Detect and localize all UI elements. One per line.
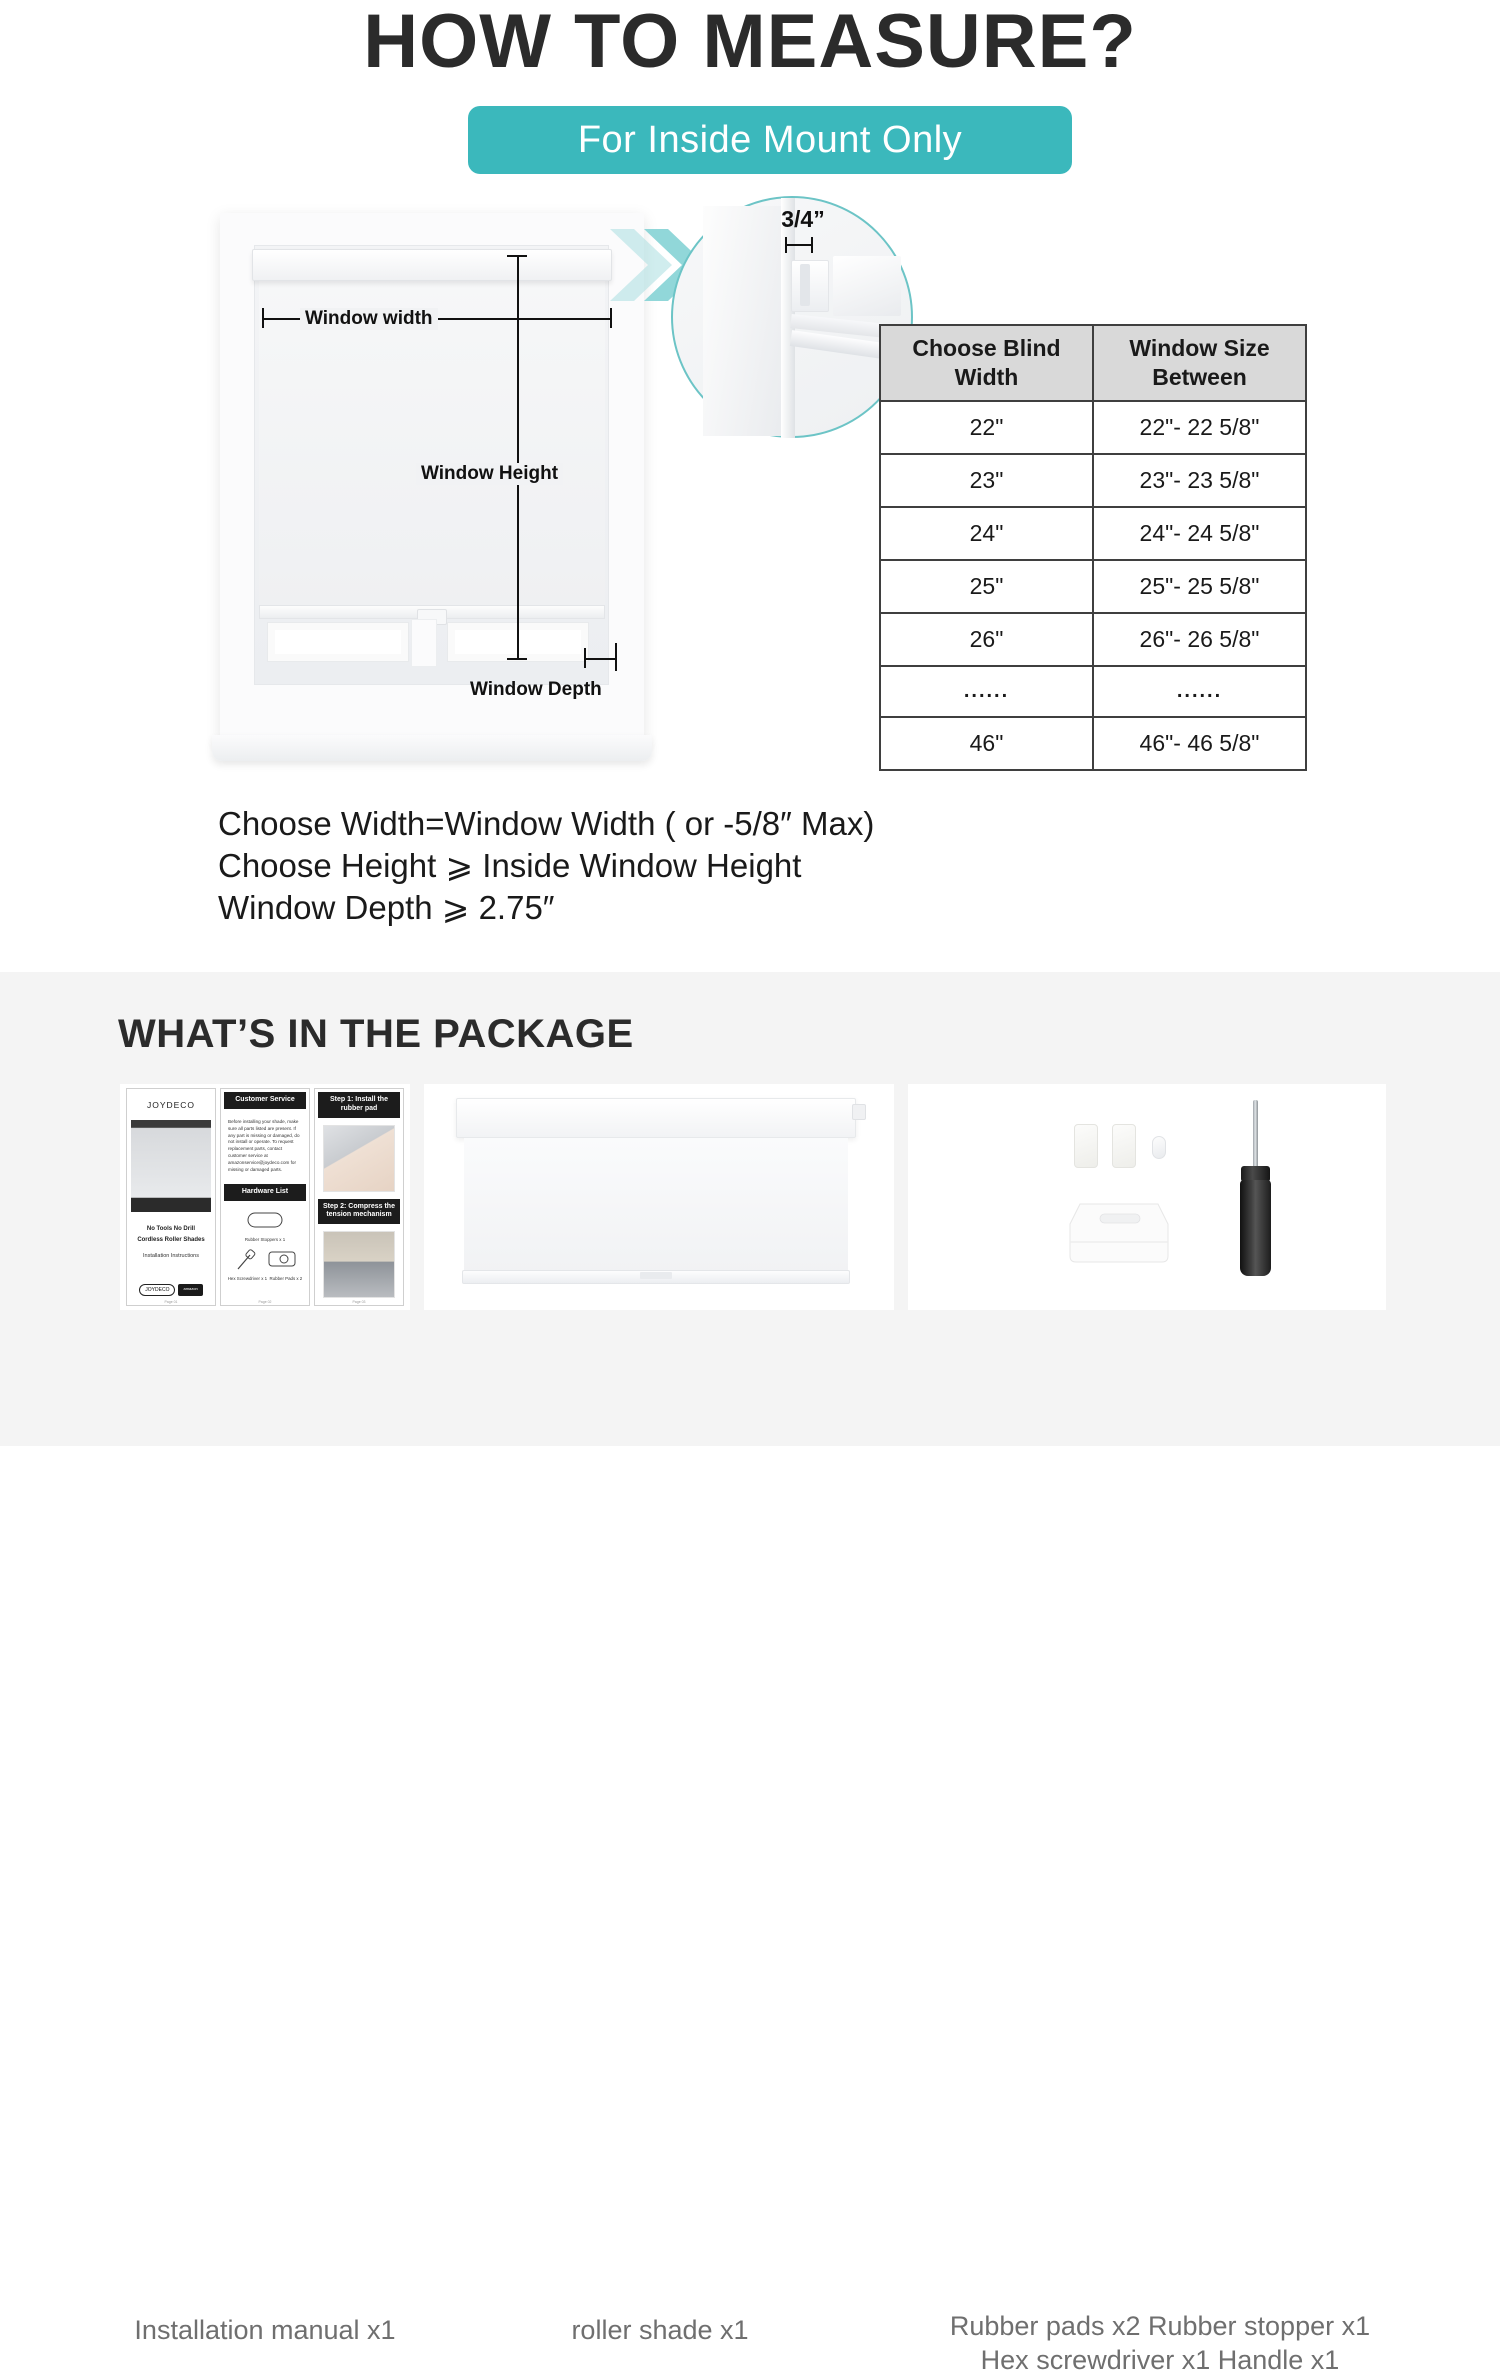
table-row bbox=[880, 613, 1306, 666]
manual-hardware-icons bbox=[227, 1248, 303, 1274]
cell-blind-width: 25" bbox=[880, 560, 1093, 613]
cell-blind-width: 26" bbox=[880, 613, 1093, 666]
rubber-pads-icon bbox=[267, 1248, 297, 1270]
roller-shade-product bbox=[456, 1098, 860, 1294]
table-row-ellipsis bbox=[880, 666, 1306, 717]
inside-mount-badge-label: For Inside Mount Only bbox=[577, 118, 963, 161]
rubber-pad-2 bbox=[1112, 1124, 1136, 1168]
table-row bbox=[880, 507, 1306, 560]
manual-cover-photo bbox=[131, 1120, 211, 1212]
package-item-shade-card bbox=[424, 1084, 894, 1310]
package-section-title: WHAT’S IN THE PACKAGE bbox=[118, 1012, 634, 1056]
package-item-manual-card bbox=[120, 1084, 410, 1310]
note-depth: Window Depth ⩾ 2.75″ bbox=[218, 889, 555, 927]
height-dimension-cap-bottom bbox=[507, 658, 527, 660]
window-sash-middle bbox=[411, 619, 437, 667]
table-row bbox=[880, 454, 1306, 507]
roller-shade-bracket bbox=[852, 1104, 866, 1120]
package-caption-manual: Installation manual x1 bbox=[134, 2315, 396, 2345]
bracket-depth-label: 3/4” bbox=[781, 206, 825, 232]
manual-page-number: Page 03 bbox=[352, 1300, 366, 1304]
package-caption-accessories bbox=[880, 2310, 1440, 2378]
cell-blind-width: 24" bbox=[880, 507, 1093, 560]
manual-page-number: Page 02 bbox=[258, 1300, 272, 1304]
package-item-accessories-card bbox=[908, 1084, 1386, 1310]
window-depth-label: Window Depth bbox=[470, 679, 602, 700]
manual-step1-header: Step 1: Install the rubber pad bbox=[318, 1092, 400, 1118]
cell-window-size: 25"- 25 5/8" bbox=[1093, 560, 1306, 613]
window-width-label: Window width bbox=[300, 308, 438, 330]
package-caption-shade: roller shade x1 bbox=[571, 2315, 749, 2345]
note-height: Choose Height ⩾ Inside Window Height bbox=[218, 847, 802, 885]
cell-window-size: 24"- 24 5/8" bbox=[1093, 507, 1306, 560]
manual-step1-photo bbox=[323, 1125, 395, 1192]
manual-hardware-item-1-2: Hex Screwdriver x 1 Rubber Pads x 2 bbox=[227, 1275, 303, 1281]
bracket-dimension-cap-right bbox=[811, 237, 813, 253]
window-sash-left bbox=[268, 623, 408, 661]
manual-hardware-item-0: Rubber Stoppers x 1 bbox=[244, 1236, 286, 1242]
bracket-wall-surface bbox=[703, 206, 785, 436]
cell-blind-width: ...... bbox=[880, 666, 1093, 717]
manual-hardware-list-header: Hardware List bbox=[224, 1184, 306, 1201]
cell-window-size: 23"- 23 5/8" bbox=[1093, 454, 1306, 507]
bracket-body bbox=[791, 260, 829, 312]
manual-hardware-list bbox=[224, 1204, 306, 1287]
package-caption-accessories-line1: Rubber pads x2 Rubber stopper x1 bbox=[949, 2311, 1371, 2341]
bracket-cap bbox=[833, 256, 901, 316]
bracket-detail-inset bbox=[671, 196, 913, 438]
manual-badge-brand: JOYDECO bbox=[139, 1284, 175, 1296]
rubber-pad-1 bbox=[1074, 1124, 1098, 1168]
table-header-row bbox=[880, 325, 1306, 401]
hex-screwdriver-icon bbox=[233, 1248, 259, 1274]
bracket-dimension-line bbox=[785, 244, 813, 246]
table-row bbox=[880, 560, 1306, 613]
manual-badge-amazon: amazon bbox=[178, 1284, 202, 1296]
manual-panel-service bbox=[220, 1088, 310, 1306]
shade-fabric bbox=[259, 281, 605, 611]
rubber-stopper bbox=[1152, 1136, 1166, 1159]
manual-customer-service-header: Customer Service bbox=[224, 1092, 306, 1109]
cell-blind-width: 23" bbox=[880, 454, 1093, 507]
cell-window-size: 22"- 22 5/8" bbox=[1093, 401, 1306, 454]
manual-page-number: Page 01 bbox=[164, 1300, 178, 1304]
window-height-label: Window Height bbox=[416, 463, 563, 485]
height-dimension-cap-top bbox=[507, 255, 527, 257]
bracket-slot bbox=[800, 264, 810, 306]
note-width: Choose Width=Window Width ( or -5/8″ Max) bbox=[218, 805, 875, 842]
manual-brand-logo: JOYDECO bbox=[146, 1100, 196, 1110]
manual-cover-subtitle: Installation Instructions bbox=[143, 1253, 199, 1260]
page-title: HOW TO MEASURE? bbox=[363, 0, 1137, 84]
roller-shade-pull-tab bbox=[640, 1272, 672, 1279]
how-to-measure-section bbox=[0, 0, 1500, 972]
measurement-notes bbox=[218, 803, 1118, 930]
manual-step2-header: Step 2: Compress the tension mechanism bbox=[318, 1199, 400, 1225]
inside-mount-badge bbox=[468, 106, 1072, 174]
accessories-group bbox=[908, 1084, 1386, 1310]
window-sill bbox=[212, 735, 652, 761]
manual-panel-cover bbox=[126, 1088, 216, 1306]
table-row bbox=[880, 717, 1306, 770]
height-dimension-line bbox=[517, 255, 519, 660]
manual-customer-service-body: Before installing your shade, make sure all parts listed are present. If any part is missing or damaged, do not install or operate. To request replacement parts, contact customer service at amazonservice@joydeco.com for missing or damaged parts. bbox=[228, 1118, 300, 1172]
cell-blind-width: 22" bbox=[880, 401, 1093, 454]
manual-cover-title-line2: Cordless Roller Shades bbox=[137, 1237, 205, 1244]
roller-shade-headrail bbox=[456, 1098, 856, 1138]
cell-window-size: 26"- 26 5/8" bbox=[1093, 613, 1306, 666]
depth-dimension-cap-right bbox=[615, 643, 617, 671]
width-dimension-cap-left bbox=[262, 308, 264, 328]
cell-window-size: 46"- 46 5/8" bbox=[1093, 717, 1306, 770]
depth-dimension-line bbox=[584, 658, 617, 660]
manual-step2-photo bbox=[323, 1231, 395, 1298]
table-row bbox=[880, 401, 1306, 454]
rubber-stopper-icon bbox=[245, 1210, 285, 1230]
roller-shade-fabric bbox=[464, 1138, 848, 1274]
package-contents-section bbox=[0, 972, 1500, 2375]
column-header-window-size: Window Size Between bbox=[1093, 325, 1306, 401]
installation-manual-booklet bbox=[126, 1088, 404, 1306]
manual-cover-badges bbox=[130, 1284, 212, 1296]
package-caption-accessories-line2: Hex screwdriver x1 Handle x1 bbox=[980, 2344, 1340, 2375]
column-header-blind-width: Choose Blind Width bbox=[880, 325, 1093, 401]
shade-headrail bbox=[252, 249, 612, 281]
blind-size-table bbox=[879, 324, 1307, 771]
manual-cover-title-line1: No Tools No Drill bbox=[146, 1226, 196, 1232]
handle-accessory bbox=[1056, 1202, 1182, 1264]
cell-blind-width: 46" bbox=[880, 717, 1093, 770]
depth-dimension-cap-left bbox=[584, 648, 586, 668]
screwdriver-grip bbox=[1240, 1180, 1271, 1276]
manual-panel-steps bbox=[314, 1088, 404, 1306]
cell-window-size: ...... bbox=[1093, 666, 1306, 717]
